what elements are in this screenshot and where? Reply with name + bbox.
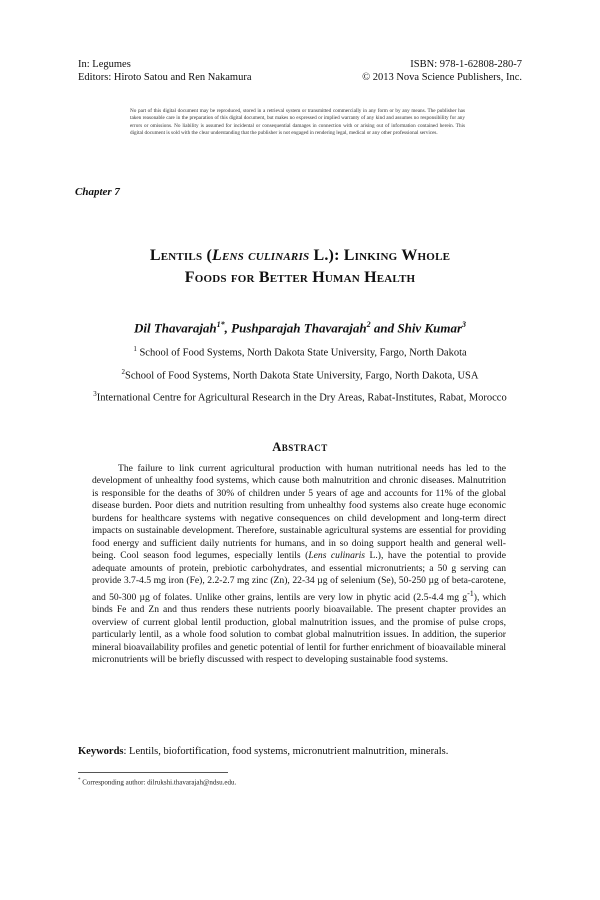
title-part-2: L.): Linking Whole (309, 247, 451, 264)
title-line-2: Foods for Better Human Health (184, 269, 416, 286)
author-2-mark: 2 (366, 320, 371, 329)
affiliation-3 (70, 385, 530, 408)
chapter-title (60, 245, 540, 289)
affiliation-1-text: School of Food Systems, North Dakota State University, Fargo, North Dakota (139, 347, 467, 359)
book-line: In: Legumes (78, 59, 131, 70)
book-info (78, 58, 252, 84)
abstract-text-1: The failure to link current agricultural production with human nutritional needs has led to the development of unhealthy food systems, which cause both malnutrition and chronic diseases. Malnutrition is responsible for the deaths of 30% of children under 5 years of age and accounts for 11% of the global disease burden. Poor diets and nutrition resulting from unhealthy food systems also create huge economic burdens for healthcare systems with negative consequences on child development and long-term direct impacts on sustainable development. Therefore, sustainable agricultural systems are essential for providing food energy and sufficient daily nutrients for humans, and in so doing support health and general well-being. Cool season food legumes, especially lentils ( (92, 463, 506, 562)
abstract-text-2: L.), have the potential to provide adequate amounts of protein, prebiotic carbohydrates, and essential micronutrients; a 50 g serving can provide 3.7-4.5 mg iron (Fe), 2.2-2.7 mg zinc (Zn), 22-34 µg of selenium (Se), 50-250 µg of beta-carotene, and 50-300 µg of folates. Unlike other grains, lentils are very low in phytic acid (2.5-4.4 mg g (92, 550, 506, 603)
publication-info (362, 58, 522, 84)
author-3: Shiv Kumar (397, 320, 463, 336)
abstract-body (92, 463, 506, 666)
author-3-mark: 3 (462, 320, 467, 329)
abstract-species: Lens culinaris (308, 550, 366, 562)
affiliation-2 (70, 363, 530, 386)
footnote (78, 778, 236, 786)
author-1-mark: 1* (216, 320, 225, 329)
author-separator: , (224, 320, 232, 336)
affiliation-1 (70, 340, 530, 363)
affiliation-2-text: School of Food Systems, North Dakota State University, Fargo, North Dakota, USA (125, 370, 479, 381)
title-species: Lens culinaris (212, 247, 310, 264)
affiliation-3-num: 3 (93, 390, 97, 398)
abstract-text-3: ), which binds Fe and Zn and thus renders these nutrients poorly bioavailable. The present chapter provides an overview of current global lentil production, global malnutrition issues, and the promise of pulse crops, particularly lentil, as a whole food solution to combat global malnutrition issues. In addition, the superior mineral bioavailability profiles and genetic potential of lentil for further enrichment of bioavailable mineral micronutrients will be briefly discussed with respect to developing sustainable food systems. (92, 591, 507, 665)
keywords-label: Keywords (78, 746, 124, 757)
footnote-text: Corresponding author: dilrukshi.thavarajah@ndsu.edu. (80, 778, 237, 787)
abstract-heading: Abstract (272, 440, 328, 454)
title-part-1: Lentils ( (149, 247, 212, 264)
footnote-divider (78, 772, 228, 773)
footnote-mark: * (78, 778, 81, 783)
author-1: Dil Thavarajah (133, 320, 217, 336)
abstract-unit-exponent: -1 (467, 588, 474, 598)
title-line-1 (60, 245, 540, 267)
author-separator: and (370, 320, 398, 336)
keywords-line (78, 746, 528, 757)
keywords-text: : Lentils, biofortification, food systems, micronutrient malnutrition, minerals. (123, 746, 449, 757)
copyright-line: © 2013 Nova Science Publishers, Inc. (362, 72, 522, 83)
chapter-label: Chapter 7 (75, 186, 120, 198)
editors-line: Editors: Hiroto Satou and Ren Nakamura (78, 72, 252, 83)
author-list (60, 320, 540, 336)
affiliation-2-num: 2 (121, 367, 125, 376)
isbn-line: ISBN: 978-1-62808-280-7 (410, 59, 522, 70)
author-2: Pushparajah Thavarajah (231, 320, 367, 336)
affiliation-1-num: 1 (133, 345, 137, 353)
disclaimer-notice: No part of this digital document may be reproduced, stored in a retrieval system or transmitted commercially in any form or by any means. The publisher has taken reasonable care in the preparation of this digital document, but makes no expressed or implied warranty of any kind and assumes no responsibility for any errors or omissions. No liability is assumed for incidental or consequential damages in connection with or arising out of information contained herein. This digital document is sold with the clear understanding that the publisher is not engaged in rendering legal, medical or any other professional services. (130, 108, 465, 137)
affiliation-list (70, 340, 530, 408)
affiliation-3-text: International Centre for Agricultural Research in the Dry Areas, Rabat-Institutes, Rabat, Morocco (96, 392, 507, 404)
